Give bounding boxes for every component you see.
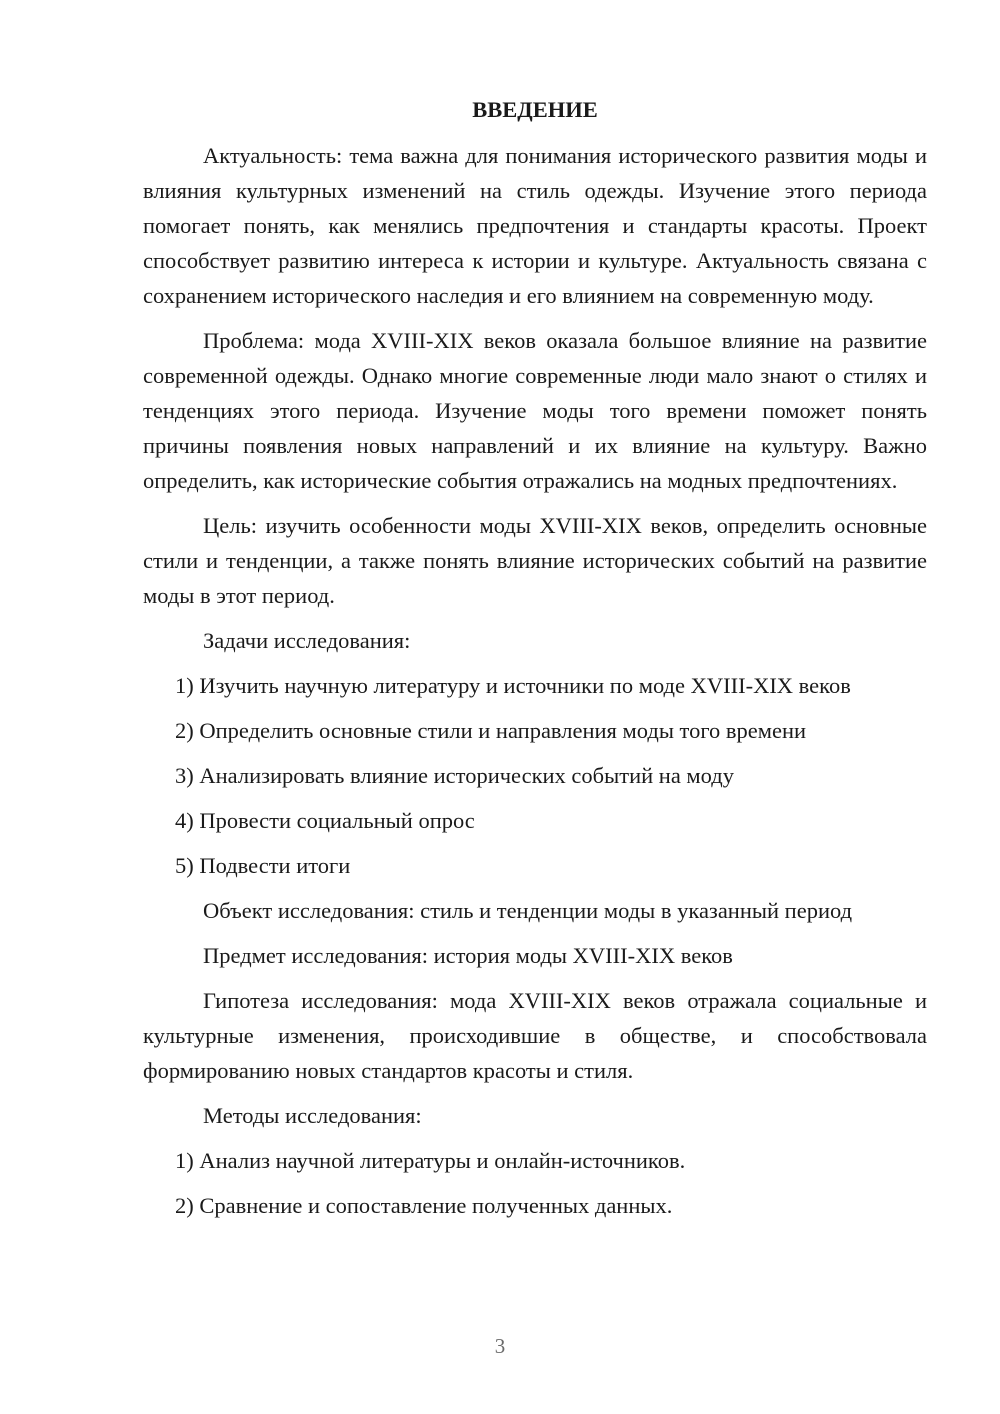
object-paragraph: Объект исследования: стиль и тенденции моды в указанный период	[203, 898, 853, 923]
list-item: 4) Провести социальный опрос	[175, 808, 475, 833]
relevance-paragraph: Актуальность: тема важна для понимания исторического развития моды и влияния культурных изменений на стиль одежды. Изучение этого периода помогает понять, как менялись предпочтения и стандарты красоты. Проект способствует развитию интереса к истории и культуре. Актуальность связана с сохранением исторического наследия и его влиянием на современную моду.	[143, 143, 927, 308]
document-body	[143, 90, 927, 1233]
tasks-list	[143, 668, 927, 883]
list-item: 1) Анализ научной литературы и онлайн-источников.	[175, 1148, 686, 1173]
tasks-heading: Задачи исследования:	[203, 628, 411, 653]
problem-paragraph: Проблема: мода XVIII-XIX веков оказала большое влияние на развитие современной одежды. Однако многие современные люди мало знают о стилях и тенденциях этого периода. Изучение моды того времени поможет понять причины появления новых направлений и их влияние на культуру. Важно определить, как исторические события отражались на модных предпочтениях.	[143, 328, 927, 493]
list-item: 2) Определить основные стили и направления моды того времени	[175, 718, 807, 743]
list-item: 1) Изучить научную литературу и источники по моде XVIII-XIX веков	[175, 673, 851, 698]
list-item: 3) Анализировать влияние исторических событий на моду	[175, 763, 734, 788]
page-number: 3	[494, 1334, 506, 1358]
hypothesis-paragraph: Гипотеза исследования: мода XVIII-XIX веков отражала социальные и культурные изменения, происходившие в обществе, и способствовала формированию новых стандартов красоты и стиля.	[143, 988, 927, 1083]
subject-paragraph: Предмет исследования: история моды XVIII-XIX веков	[203, 943, 733, 968]
list-item: 5) Подвести итоги	[175, 853, 351, 878]
goal-paragraph: Цель: изучить особенности моды XVIII-XIX веков, определить основные стили и тенденции, а также понять влияние исторических событий на развитие моды в этот период.	[143, 513, 927, 608]
section-title: ВВЕДЕНИЕ	[472, 97, 598, 122]
list-item: 2) Сравнение и сопоставление полученных данных.	[175, 1193, 673, 1218]
methods-list	[143, 1143, 927, 1223]
methods-heading: Методы исследования:	[203, 1103, 422, 1128]
